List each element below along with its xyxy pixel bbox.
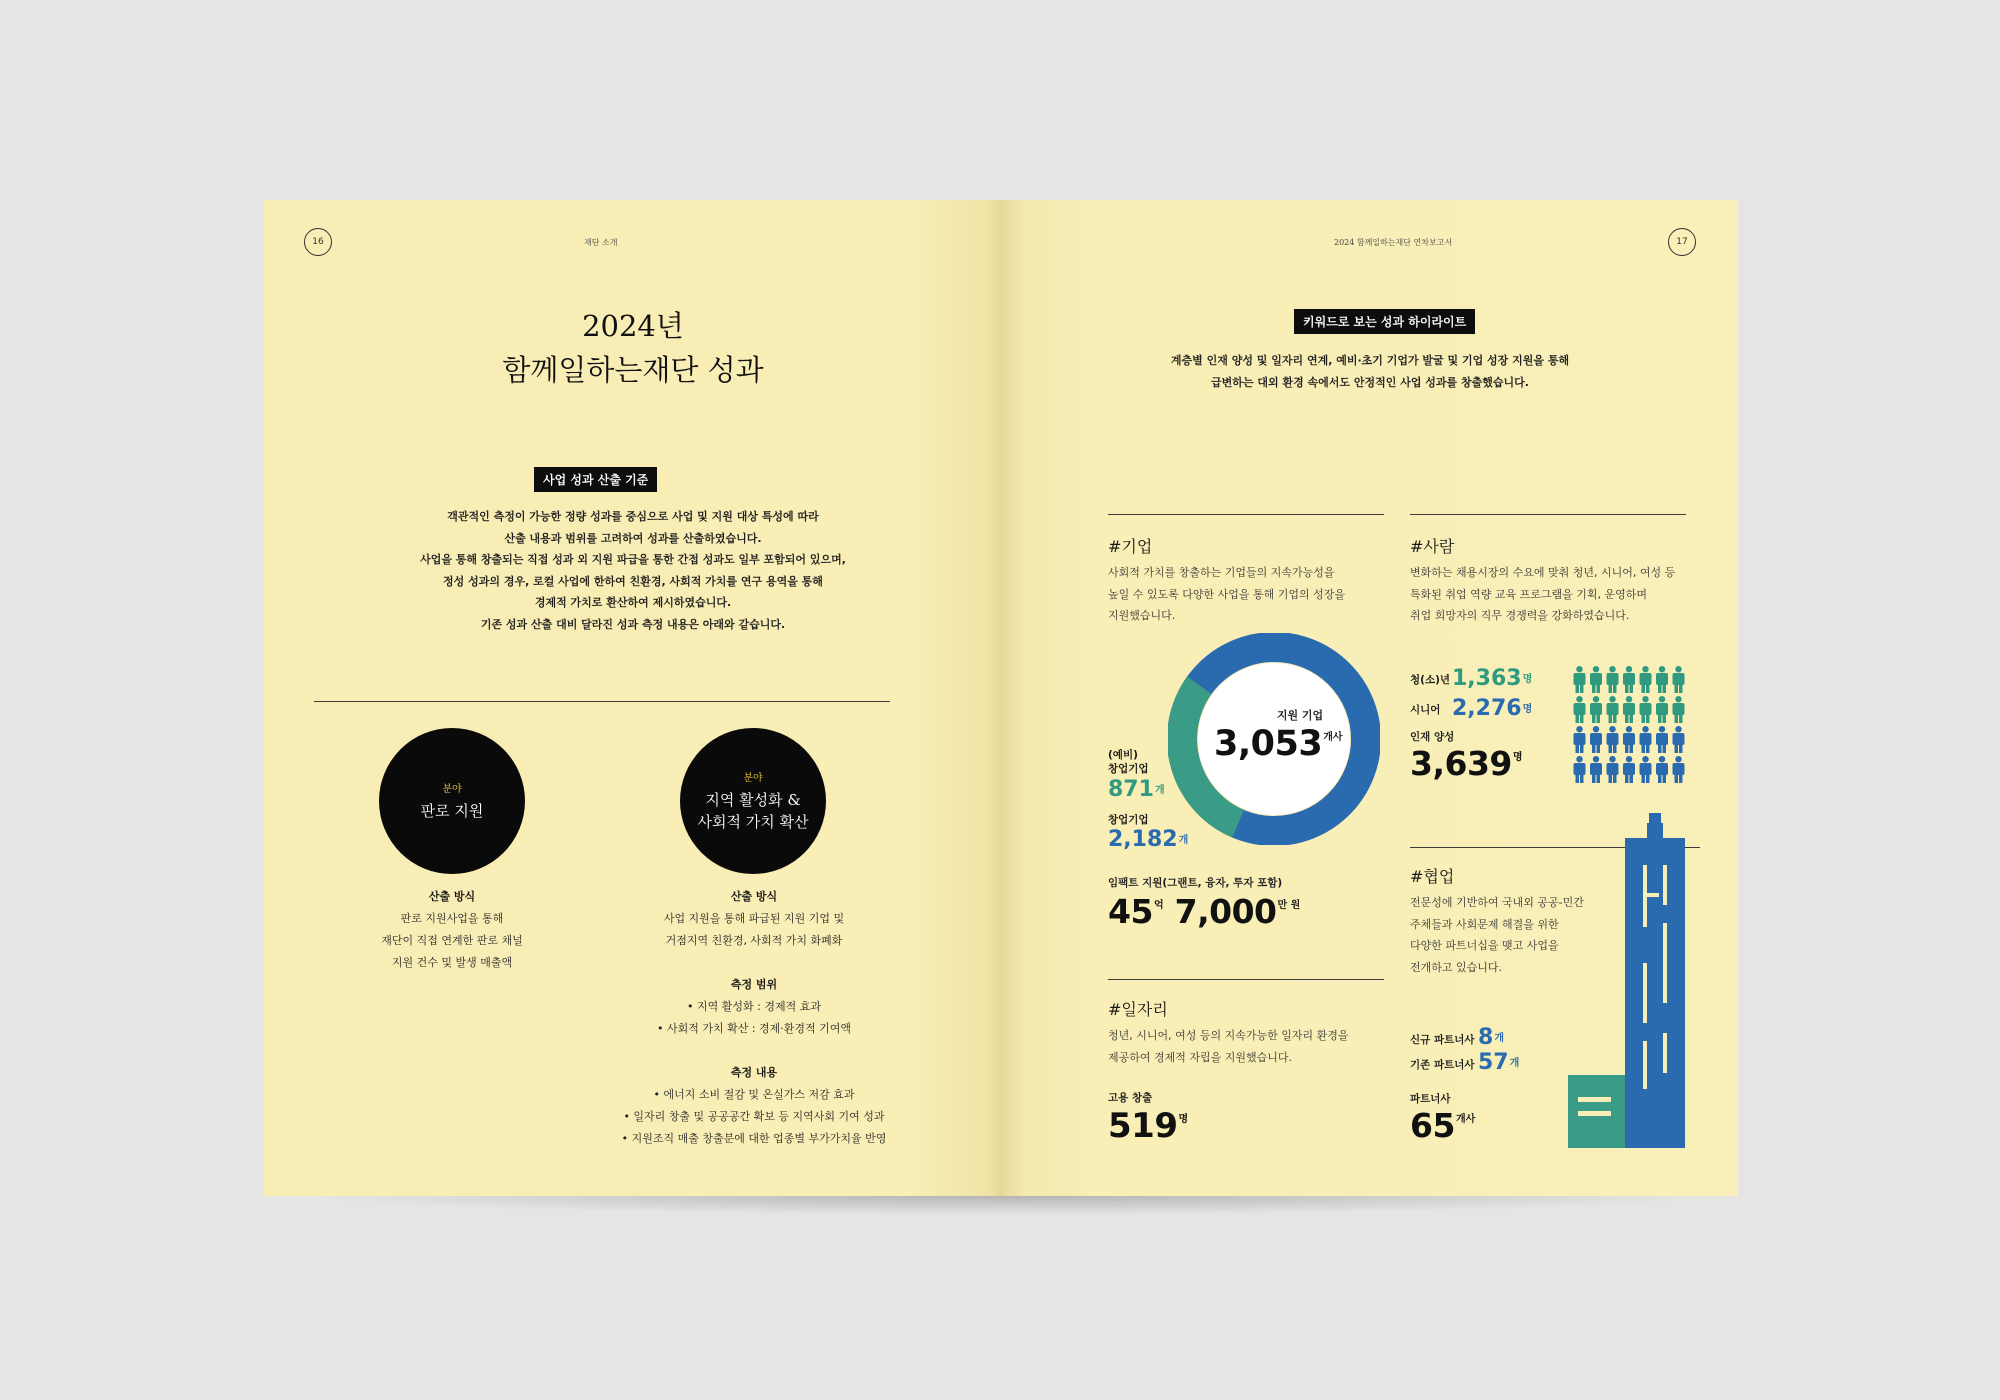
existing-partner-label: 기존 파트너사 (1410, 1059, 1475, 1071)
building-illustration (1568, 813, 1688, 1148)
startup-unit: 개 (1178, 835, 1189, 846)
person-icon (1607, 756, 1619, 783)
content-line: • 일자리 창출 및 공공공간 확보 등 지역사회 기여 성과 (623, 1110, 885, 1123)
scope-title: 측정 범위 (730, 978, 778, 991)
startup-count (1108, 827, 1188, 852)
senior-unit: 명 (1522, 704, 1533, 715)
criteria-line: 객관적인 측정이 가능한 정량 성과를 중심으로 사업 및 지원 대상 특성에 따라 (447, 510, 819, 523)
desc-line: 특화된 취업 역량 교육 프로그램을 기획, 운영하며 (1410, 587, 1647, 601)
person-icon (1590, 666, 1602, 693)
divider (1108, 979, 1384, 980)
talent-value: 3,639 (1410, 744, 1512, 783)
running-head: 재단 소개 (584, 238, 618, 247)
method-line: 거점지역 친환경, 사회적 가치 화폐화 (665, 934, 843, 947)
desc-line: 지원했습니다. (1108, 609, 1176, 622)
intro-line: 계층별 인재 양성 및 일자리 연계, 예비·초기 기업가 발굴 및 기업 성장 지원을 통해 (1170, 354, 1570, 367)
talent-total (1410, 744, 1523, 783)
person-icon (1574, 726, 1586, 753)
impact-label: 임팩트 지원(그랜트, 융자, 투자 포함) (1108, 877, 1283, 889)
desc-line: 전개하고 있습니다. (1410, 960, 1503, 974)
person-icon (1623, 726, 1635, 753)
building-icon (1568, 813, 1688, 1148)
method-line: 사업 지원을 통해 파급된 지원 기업 및 (663, 912, 845, 925)
intro-paragraph (1002, 350, 1738, 393)
person-icon (1607, 726, 1619, 753)
field-sales-method (302, 886, 602, 974)
section-heading-company: #기업 (1108, 537, 1153, 556)
section-heading-collab: #협업 (1410, 867, 1455, 886)
desc-line: 주체들과 사회문제 해결을 위한 (1410, 917, 1559, 931)
senior-value: 2,276 (1452, 696, 1522, 721)
impact-value: 7,000 (1174, 892, 1277, 931)
method-line: 재단이 직접 연계한 판로 채널 (381, 934, 523, 947)
person-icon (1590, 756, 1602, 783)
person-icon (1574, 756, 1586, 783)
running-head: 2024 함께일하는재단 연차보고서 (1334, 238, 1453, 247)
person-icon (1623, 666, 1635, 693)
page-title (264, 304, 1002, 392)
donut-total-value: 3,053 (1214, 724, 1323, 764)
person-icon (1656, 726, 1668, 753)
youth-unit: 명 (1522, 674, 1533, 685)
impact-unit: 만 원 (1277, 900, 1301, 911)
field-circle-region (680, 728, 826, 874)
person-icon (1574, 666, 1586, 693)
person-icon (1640, 726, 1652, 753)
jobs-value: 519 (1108, 1106, 1178, 1146)
partner-total-value: 65 (1410, 1106, 1455, 1145)
building-window (1663, 1033, 1667, 1073)
content-title: 측정 내용 (730, 1066, 778, 1079)
method-title: 산출 방식 (730, 890, 778, 903)
desc-line: 취업 희망자의 직무 경쟁력을 강화하였습니다. (1410, 609, 1630, 622)
content-line: • 에너지 소비 절감 및 온실가스 저감 효과 (653, 1088, 855, 1101)
divider (314, 701, 890, 702)
intro-line: 급변하는 대외 환경 속에서도 안정적인 사업 성과를 창출했습니다. (1211, 375, 1529, 389)
new-partner-label: 신규 파트너사 (1410, 1034, 1475, 1046)
person-icon (1574, 696, 1586, 723)
field-name: 지역 활성화 & (705, 791, 801, 809)
criteria-line: 사업을 통해 창출되는 직접 성과 외 지원 파급을 통한 간접 성과도 일부 포함되어 있으며, (420, 553, 846, 566)
desc-line: 청년, 시니어, 여성 등의 지속가능한 일자리 환경을 (1108, 1029, 1349, 1042)
donut-total-unit: 개사 (1323, 732, 1343, 743)
divider (1108, 514, 1384, 515)
right-page (1002, 200, 1738, 1196)
company-description (1108, 562, 1345, 627)
jobs-unit: 명 (1178, 1114, 1189, 1125)
scope-line: • 사회적 가치 확산 : 경제·환경적 기여액 (656, 1022, 852, 1035)
new-partner-value: 8 (1478, 1025, 1494, 1050)
person-icon (1640, 666, 1652, 693)
existing-partner-unit: 개 (1509, 1058, 1520, 1069)
method-line: 판로 지원사업을 통해 (400, 912, 504, 925)
person-icon (1673, 696, 1685, 723)
person-icon (1607, 696, 1619, 723)
person-icon (1623, 696, 1635, 723)
person-icon (1590, 696, 1602, 723)
building-low-window (1578, 1111, 1611, 1116)
building-spire-top (1649, 813, 1661, 823)
building-window (1663, 865, 1667, 905)
building-low-window (1578, 1097, 1611, 1102)
section-heading-jobs: #일자리 (1108, 1000, 1168, 1019)
building-window (1643, 1041, 1647, 1089)
person-icon (1673, 666, 1685, 693)
field-circle-sales (379, 728, 525, 874)
person-icon (1640, 756, 1652, 783)
donut-total (1214, 724, 1343, 764)
pre-startup-label-line: (예비) (1108, 749, 1138, 761)
building-tower (1625, 838, 1685, 1148)
person-icon (1590, 726, 1602, 753)
youth-label: 청(소)년 (1410, 674, 1451, 686)
criteria-tag: 사업 성과 산출 기준 (534, 467, 657, 492)
pre-startup-label-line: 창업기업 (1108, 763, 1149, 775)
collab-description (1410, 892, 1584, 978)
startup-value: 2,182 (1108, 827, 1178, 852)
desc-line: 변화하는 채용시장의 수요에 맞춰 청년, 시니어, 여성 등 (1410, 566, 1676, 579)
field-category-label: 분야 (442, 784, 462, 795)
new-partner-count (1478, 1025, 1504, 1050)
pre-startup-unit: 개 (1154, 785, 1165, 796)
impact-amount (1108, 892, 1300, 931)
highlight-tag: 키워드로 보는 성과 하이라이트 (1294, 309, 1475, 334)
left-page (264, 200, 1002, 1196)
field-name: 사회적 가치 확산 (697, 813, 809, 831)
field-category-label: 분야 (743, 773, 763, 784)
talent-label: 인재 양성 (1410, 731, 1455, 743)
existing-partner-count (1478, 1050, 1519, 1075)
person-icon (1623, 756, 1635, 783)
startup-label: 창업기업 (1108, 814, 1149, 826)
field-region-details (594, 886, 914, 1150)
pre-startup-value: 871 (1108, 777, 1154, 802)
youth-count (1452, 666, 1532, 691)
partner-total (1410, 1106, 1475, 1145)
divider (1410, 514, 1686, 515)
criteria-line: 경제적 가치로 환산하여 제시하였습니다. (534, 596, 732, 609)
desc-line: 높일 수 있도록 다양한 사업을 통해 기업의 성장을 (1108, 587, 1345, 601)
criteria-paragraph (264, 506, 1002, 635)
talent-unit: 명 (1512, 752, 1523, 763)
desc-line: 다양한 파트너십을 맺고 사업을 (1410, 939, 1559, 952)
people-pictogram (1573, 666, 1689, 786)
people-description (1410, 562, 1675, 627)
person-icon (1640, 696, 1652, 723)
person-icon (1656, 666, 1668, 693)
content-line: • 지원조직 매출 창출분에 대한 업종별 부가가치율 반영 (621, 1132, 887, 1145)
building-window (1643, 963, 1647, 1023)
people-pictogram-svg (1573, 666, 1689, 786)
new-partner-unit: 개 (1494, 1033, 1504, 1044)
jobs-label: 고용 창출 (1108, 1092, 1153, 1104)
method-title: 산출 방식 (428, 890, 476, 903)
youth-value: 1,363 (1452, 666, 1522, 691)
person-icon (1656, 756, 1668, 783)
title-line-name: 함께일하는재단 성과 (502, 353, 764, 387)
building-window (1663, 923, 1667, 1003)
desc-line: 전문성에 기반하여 국내외 공공-민간 (1410, 896, 1584, 909)
pre-startup-label (1108, 748, 1149, 776)
section-heading-people: #사람 (1410, 537, 1455, 556)
donut-label: 지원 기업 (1276, 709, 1324, 722)
senior-label: 시니어 (1410, 704, 1441, 716)
person-icon (1673, 726, 1685, 753)
building-window (1643, 893, 1659, 897)
criteria-line: 정성 성과의 경우, 로컬 사업에 한하여 친환경, 사회적 가치를 연구 용역을 통해 (443, 574, 823, 588)
desc-line: 사회적 가치를 창출하는 기업들의 지속가능성을 (1108, 566, 1335, 579)
pre-startup-count (1108, 777, 1165, 802)
method-line: 지원 건수 및 발생 매출액 (391, 956, 513, 969)
criteria-line: 산출 내용과 범위를 고려하여 성과를 산출하였습니다. (504, 531, 762, 545)
scope-line: • 지역 활성화 : 경제적 효과 (687, 1000, 821, 1013)
title-line-year: 2024년 (582, 309, 684, 343)
partner-total-unit: 개사 (1455, 1114, 1476, 1125)
impact-unit: 억 (1153, 900, 1164, 911)
senior-count (1452, 696, 1532, 721)
page-number: 16 (304, 228, 332, 256)
partner-total-label: 파트너사 (1410, 1093, 1451, 1105)
existing-partner-value: 57 (1478, 1050, 1509, 1075)
field-name: 판로 지원 (420, 802, 484, 820)
person-icon (1607, 666, 1619, 693)
jobs-description (1108, 1025, 1349, 1068)
person-icon (1656, 696, 1668, 723)
person-icon (1673, 756, 1685, 783)
desc-line: 제공하여 경제적 자립을 지원했습니다. (1108, 1050, 1293, 1064)
jobs-count (1108, 1106, 1188, 1146)
page-number: 17 (1668, 228, 1696, 256)
building-spire (1647, 823, 1663, 838)
impact-value: 45 (1108, 892, 1153, 931)
criteria-line: 기존 성과 산출 대비 달라진 성과 측정 내용은 아래와 같습니다. (480, 617, 786, 631)
